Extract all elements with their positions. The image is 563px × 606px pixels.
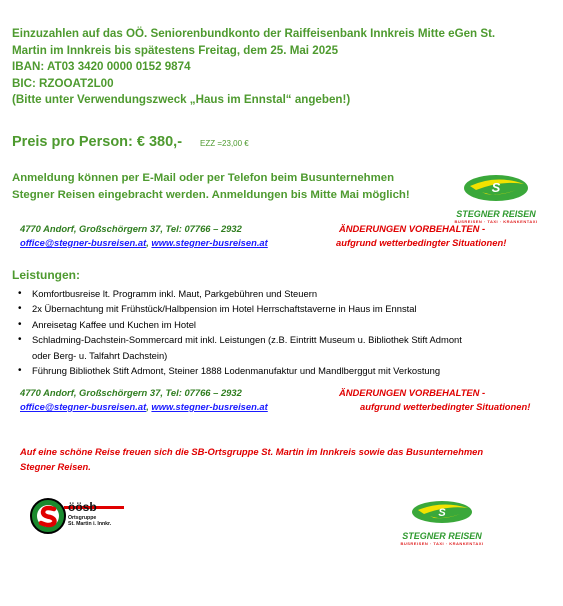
notice-line-1: ÄNDERUNGEN VORBEHALTEN - [339,223,486,234]
ezz-surcharge: EZZ =23,00 € [200,139,249,148]
oesb-logo [28,496,128,536]
contact-block-1 [20,222,550,252]
contact-separator: , [146,401,152,412]
services-heading: Leistungen: [12,268,80,282]
registration-info [12,170,452,203]
list-item [12,332,542,363]
closing-line-2: Stegner Reisen. [20,461,91,472]
notice-line-1: ÄNDERUNGEN VORBEHALTEN - [339,387,486,398]
payment-note: (Bitte unter Verwendungszweck „Haus im Ennstal“ angeben!) [12,93,351,106]
closing-text [20,444,540,474]
list-item-text-continued: oder Berg- u. Talfahrt Dachstein) [32,349,168,361]
notice-line-2: aufgrund wetterbedingter Situationen! [360,401,531,412]
stegner-subline: BUSREISEN · TAXI · KRANKENTAXI [454,219,538,224]
stegner-subline: BUSREISEN · TAXI · KRANKENTAXI [400,541,484,546]
payment-line-2: Martin im Innkreis bis spätestens Freitag, dem 25. Mai 2025 [12,43,339,57]
oesb-subline-2: St. Martin i. Innkr. [68,521,112,527]
list-item-text: Schladming-Dachstein-Sommercard mit inkl. Leistungen (z.B. Eintritt Museum u. Bibliothek Stift Admont [32,334,462,346]
svg-text:S: S [491,180,501,195]
list-item: • 2x Übernachtung mit Frühstück/Halbpension im Hotel Herrschaftstaverne in Haus im Ennstal [12,301,542,316]
stegner-logo-bottom [388,498,496,544]
price-line [12,134,249,150]
contact-block-2 [20,386,550,416]
services-list [12,286,542,378]
list-item: • Komfortbusreise lt. Programm inkl. Maut, Parkgebühren und Steuern [12,286,542,301]
email-link[interactable]: office@stegner-busreisen.at [20,237,147,248]
closing-line-1: Auf eine schöne Reise freuen sich die SB-Ortsgruppe St. Martin im Innkreis sowie das Busunternehmen [20,446,484,457]
svg-text:S: S [438,507,446,519]
oesb-wordmark: öösb [68,500,97,514]
notice-line-2: aufgrund wetterbedingter Situationen! [336,237,507,248]
email-link[interactable]: office@stegner-busreisen.at [20,401,147,412]
list-item: • Anreisetag Kaffee und Kuchen im Hotel [12,317,542,332]
registration-line-1: Anmeldung können per E-Mail oder per Telefon beim Busunternehmen [12,172,395,184]
contact-separator: , [146,237,152,248]
iban: IBAN: AT03 3420 0000 0152 9874 [12,60,191,73]
stegner-swoosh-icon [388,498,496,526]
bic: BIC: RZOOAT2L00 [12,76,114,90]
stegner-swoosh-icon [442,172,550,204]
oesb-subline-1: Ortsgruppe [68,515,97,521]
oesb-emblem-icon [28,496,70,536]
payment-line-1: Einzuzahlen auf das OÖ. Seniorenbundkonto der Raiffeisenbank Innkreis Mitte eGen St. [12,27,496,40]
stegner-wordmark: STEGNER REISEN [456,209,536,219]
contact-address: 4770 Andorf, Großschörgern 37, Tel: 07766 – 2932 [20,387,242,398]
registration-line-2: Stegner Reisen eingebracht werden. Anmeldungen bis Mitte Mai möglich! [12,188,410,201]
stegner-wordmark: STEGNER REISEN [402,531,482,541]
contact-address: 4770 Andorf, Großschörgern 37, Tel: 07766 – 2932 [20,223,242,234]
website-link[interactable]: www.stegner-busreisen.at [151,237,268,248]
list-item: • Führung Bibliothek Stift Admont, Steiner 1888 Lodenmanufaktur und Mandlberggut mit Verkostung [12,363,542,378]
oesb-subline [68,515,111,527]
website-link[interactable]: www.stegner-busreisen.at [151,401,268,412]
payment-info [12,26,552,109]
price-label: Preis pro Person: € 380,- [12,134,183,150]
stegner-logo-top [442,172,550,222]
